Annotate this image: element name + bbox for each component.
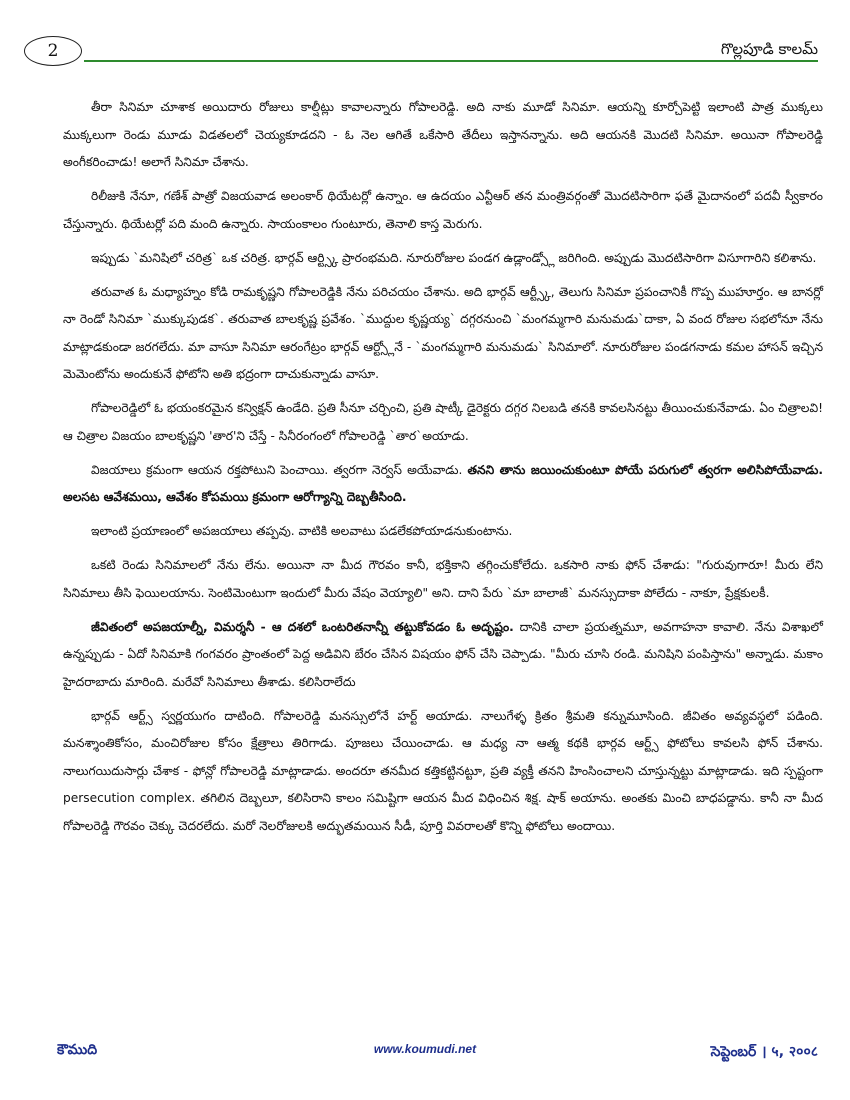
- paragraph: [63, 457, 823, 512]
- footer-publication: కౌముది: [57, 1042, 98, 1058]
- paragraph: [63, 518, 823, 546]
- paragraph-text: ఇప్పుడు `మనిషిలో చరిత్ర` ఒక చరిత్ర. భార్గవ్ ఆర్ట్స్కి ప్రారంభమది. నూరురోజుల పండగ ఉడ్లాండ్స్లో జరిగింది. అప్పుడు మొదటిసారిగా విసూగారిని కలిశాను.: [91, 250, 817, 265]
- header-divider: [84, 60, 818, 62]
- article-body: [63, 94, 823, 847]
- page-number-text: 2: [47, 41, 59, 61]
- paragraph-text: తరువాత ఓ మధ్యాహ్నం కోడి రామకృష్ణని గోపాలరెడ్డికి నేను పరిచయం చేశాను. అది భార్గవ్ ఆర్ట్స్కీ, తెలుగు సినిమా ప్రపంచానికీ గొప్ప ముహూర్తం. ఆ బానర్లో నా రెండో సినిమా `ముక్కుపుడక`. తరువాత బాలకృష్ణ ప్రవేశం. `ముద్దుల కృష్ణయ్య` దగ్గరనుంచి `మంగమ్మగారి మనుమడు`దాకా, ఏ వంద రోజుల సభలోనూ నేను మాట్లాడకుండా జరగలేదు. మా వాసూ సినిమా ఆరంగేట్రం భార్గవ్ ఆర్ట్స్లోనే - `మంగమ్మగారి మనుమడు` సినిమాలో. నూరురోజుల పండగనాడు కమల హాసన్ ఇచ్చిన మెమెంటోను అందుకునే ఫోటోని అతి భద్రంగా దాచుకున్నాడు వాసూ.: [63, 284, 823, 381]
- paragraph: [63, 279, 823, 389]
- paragraph: [63, 395, 823, 450]
- paragraph: [63, 245, 823, 273]
- paragraph-text: గోపాలరెడ్డిలో ఓ భయంకరమైన కన్విక్షన్ ఉండేది. ప్రతి సీనూ చర్చించి, ప్రతి షాట్కీ డైరెక్టరు దగ్గర నిలబడి తనకి కావలసినట్టు తీయించుకునేవాడు. ఏం చిత్రాలవి! ఆ చిత్రాల విజయం బాలకృష్ణని 'తార'ని చేస్తే - సినీరంగంలో గోపాలరెడ్డి `తార`అయాడు.: [63, 401, 823, 443]
- footer-url[interactable]: www.koumudi.net: [373, 1042, 477, 1056]
- paragraph: [63, 614, 823, 697]
- paragraph-bold-text: తనని తాను జయించుకుంటూ పోయే పరుగులో త్వరగా అలిసిపోయేవాడు. అలసట ఆవేశమయి, ఆవేశం కోపమయి క్రమంగా ఆరోగ్యాన్ని దెబ్బతీసింది.: [63, 462, 823, 504]
- paragraph: [63, 552, 823, 607]
- paragraph-text: విజయాలు క్రమంగా ఆయన రక్తపోటుని పెంచాయి. త్వరగా నెర్వస్ అయేవాడు.: [91, 462, 463, 477]
- paragraph-text: ఒకటి రెండు సినిమాలలో నేను లేను. అయినా నా మీద గౌరవం కానీ, భక్తికాని తగ్గించుకోలేదు. ఒకసారి నాకు ఫోన్ చేశాడు: "గురువుగారూ! మీరు లేని సినిమాలు తీసి ఫెయిలయాను. సెంటిమెంటుగా ఇందులో మీరు వేషం వెయ్యాలి" అని. దాని పేరు `మా బాలాజీ` మనస్సుదాకా పోలేదు - నాకూ, ప్రేక్షకులకీ.: [63, 558, 823, 600]
- paragraph: [63, 703, 823, 841]
- paragraph-text: భార్గవ్ ఆర్ట్స్ స్వర్ణయుగం దాటింది. గోపాలరెడ్డి మనస్సులోనే హర్ట్ అయాడు. నాలుగేళ్ళ క్రితం శ్రీమతి కన్నుమూసింది. జీవితం అవ్యవస్థలో పడింది. మనశ్శాంతికోసం, మంచిరోజుల కోసం క్షేత్రాలు తిరిగాడు. పూజలు చేయించాడు. ఆ మధ్య నా ఆత్మ కథకి భార్గవ ఆర్ట్స్ ఫోటోలు కావలసి ఫోన్ చేశాను. నాలుగయిదుసార్లు చేశాక - ఫోన్లో గోపాలరెడ్డి మాట్లాడాడు. అందరూ తనమీద కత్తికట్టినట్టూ, ప్రతి వ్యక్తీ తనని హింసించాలని చూస్తున్నట్టు మాట్లాడాడు. ఇది స్పష్టంగా persecution complex. తగిలిన దెబ్బలూ, కలిసిరాని కాలం సమిష్టిగా ఆయన మీద విధించిన శిక్ష. షాక్ అయాను. అంతకు మించి బాధపడ్డాను. కానీ నా మీద గోపాలరెడ్డి గౌరవం చెక్కు చెదరలేదు. మరో నెలరోజులకి అద్భుతమయిన సీడీ, పూర్తి వివరాలతో కొన్ని ఫోటోలు అందాయి.: [63, 708, 823, 833]
- paragraph-text: తీరా సినిమా చూశాక అయిదారు రోజులు కాల్షీట్లు కావాలన్నారు గోపాలరెడ్డి. అది నాకు మూడో సినిమా. ఆయన్ని కూర్చోపెట్టి ఇలాంటి పాత్ర ముక్కలు ముక్కలుగా రెండు మూడు విడతలలో చెయ్యకూడదని - ఓ నెల ఆగితే ఒకేసారి తేదీలు ఇస్తానన్నాను. అది ఆయనకి మొదటి సినిమా. అయినా గోపాలరెడ్డి అంగీకరించాడు! అలాగే సినిమా చేశాను.: [63, 100, 823, 169]
- page-number: [24, 36, 82, 66]
- footer-date: సెప్టెంబర్ । ५, २००८: [710, 1044, 818, 1060]
- paragraph-text: ఇలాంటి ప్రయాణంలో అపజయాలు తప్పవు. వాటికి అలవాటు పడలేకపోయాడనుకుంటాను.: [91, 524, 513, 538]
- paragraph: [63, 183, 823, 238]
- paragraph: [63, 94, 823, 177]
- running-title: గొల్లపూడి కాలమ్: [720, 40, 818, 58]
- paragraph-text: రిలీజుకి నేనూ, గణేశ్ పాత్రో విజయవాడ అలంకార్ థియేటర్లో ఉన్నాం. ఆ ఉదయం ఎన్టీఆర్ తన మంత్రివర్గంతో మొదటిసారిగా ఫతే మైదానంలో పదవీ స్వీకారం చేస్తున్నారు. థియేటర్లో పది మంది ఉన్నారు. సాయంకాలం గుంటూరు, తెనాలి కాస్త మెరుగు.: [63, 189, 823, 231]
- paragraph-text: దానికి చాలా ప్రయత్నమూ, అవగాహనా కావాలి. నేను విశాఖలో ఉన్నప్పుడు - ఏదో సినిమాకి గంగవరం ప్రాంతంలో పెద్ద అడివిని బేరం చేసిన విషయం ఫోన్ చేసి చెప్పాడు. "మీరు చూసి రండి. మనిషిని పంపిస్తాను" అన్నాడు. మకాం హైదరాబాదు మారింది. మరేవో సినిమాలు తీశాడు. కలిసిరాలేదు: [63, 619, 823, 689]
- paragraph-bold-text: జీవితంలో అపజయాల్నీ, విమర్శనీ - ఆ దశలో ఒంటరితనాన్నీ తట్టుకోవడం ఓ అదృష్టం.: [91, 619, 514, 634]
